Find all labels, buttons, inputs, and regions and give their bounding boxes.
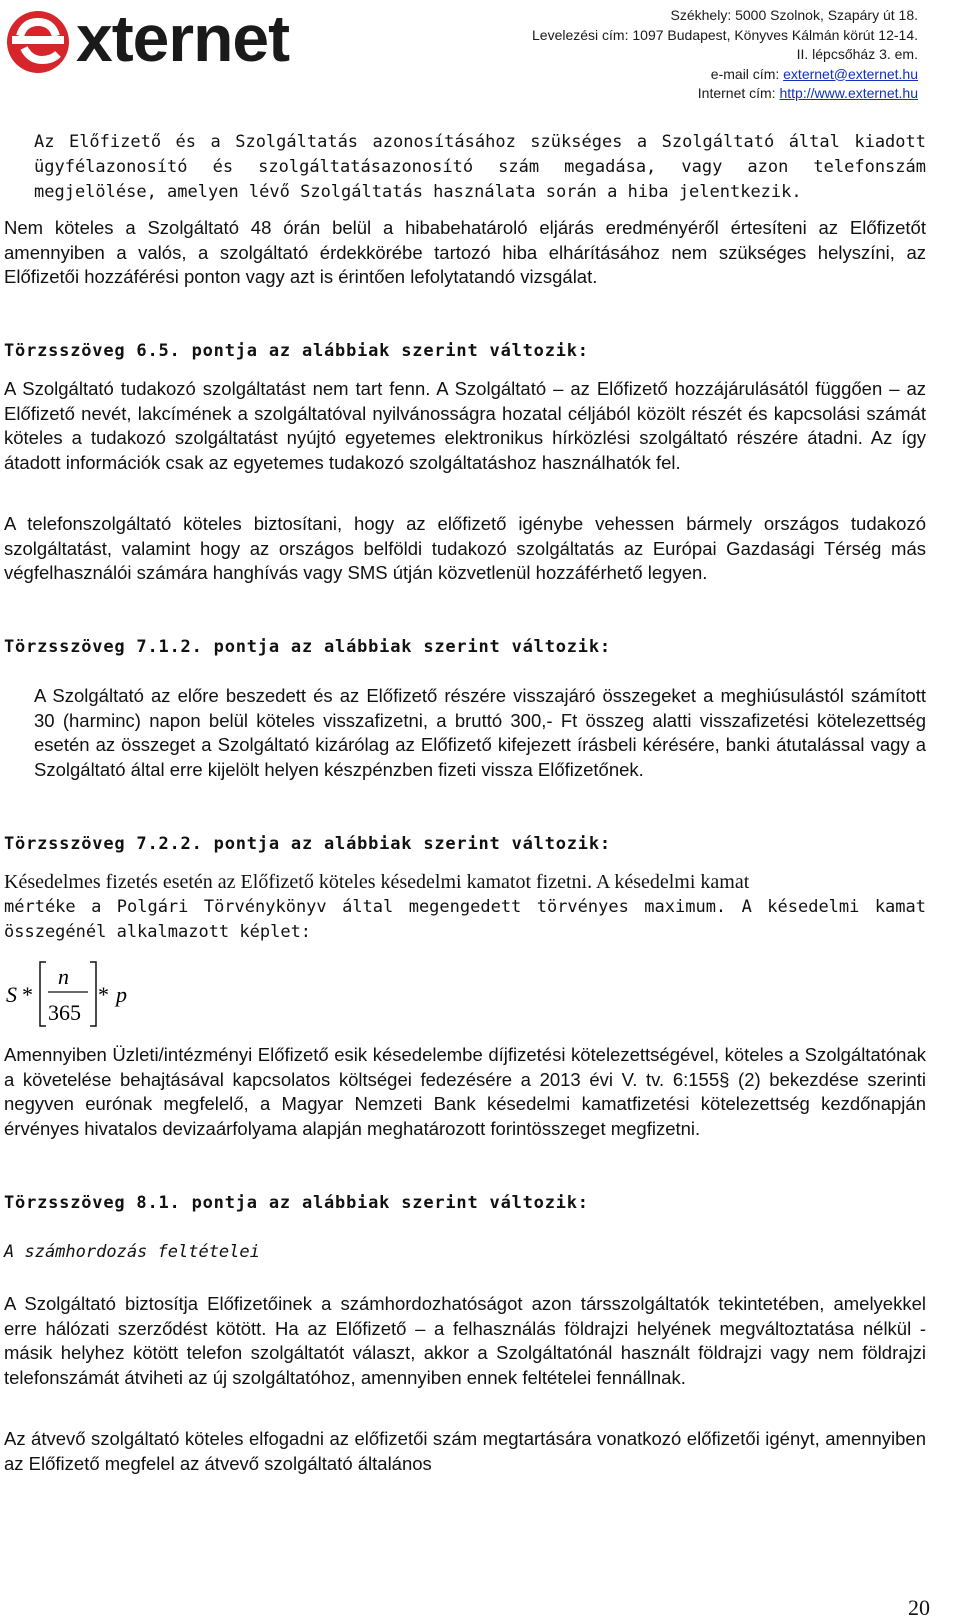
page-number: 20 — [908, 1595, 930, 1620]
formula-left-bracket — [40, 962, 46, 1026]
email-link[interactable]: externet@externet.hu — [783, 65, 918, 82]
formula-numerator: n — [58, 964, 69, 989]
mail-line: Levelezési cím: 1097 Budapest, Könyves Kálmán körút 12-14. — [532, 26, 918, 43]
web-row — [532, 84, 918, 104]
heading-7-2-2: Törzsszöveg 7.2.2. pontja az alábbiak szerint változik: — [4, 834, 611, 854]
contact-info — [532, 6, 918, 104]
externet-logo — [4, 1, 384, 76]
paragraph-5 — [4, 684, 926, 782]
heading-7-1-2: Törzsszöveg 7.1.2. pontja az alábbiak szerint változik: — [4, 637, 611, 657]
paragraph-3 — [4, 377, 926, 475]
email-row — [532, 65, 918, 85]
interest-formula — [6, 958, 146, 1030]
paragraph-3-text: A Szolgáltató tudakozó szolgáltatást nem tart fenn. A Szolgáltató – az Előfizető hozzájárulásától függően – az Előfizető nevét, lakcímének a szolgáltatóval nyilvánosságra hozatal céljából közölt részét és kapcsolási számát köteles a tudakozó szolgáltatást nyújtó egyetemes elektronikus hírközlési szolgáltató részére átadni. Az így átadott információk csak az egyetemes tudakozó szolgáltatáshoz használhatók fel. — [4, 378, 926, 473]
paragraph-9 — [4, 1427, 926, 1476]
formula-star-1: * — [22, 982, 33, 1007]
paragraph-2 — [4, 216, 926, 290]
paragraph-6 — [4, 869, 926, 945]
subheading-text: A számhordozás feltételei — [4, 1242, 260, 1262]
paragraph-5-text: A Szolgáltató az előre beszedett és az Előfizető részére visszajáró összegeket a meghiúsulástól számított 30 (harminc) napon belül köteles visszafizetni, a bruttó 300,- Ft összeg alatti visszafizetési kötelezettség esetén az összeget a Szolgáltató kizárólag az Előfizető kifejezett írásbeli kérésére, banki átutalással vagy a Szolgáltató által erre kijelölt helyen készpénzben fizeti vissza Előfizetőnek. — [34, 685, 926, 780]
email-label: e-mail cím: — [710, 65, 784, 82]
mail-line-2: II. lépcsőház 3. em. — [796, 46, 918, 62]
paragraph-9-text: Az átvevő szolgáltató köteles elfogadni az előfizetői szám megtartására vonatkozó előfizetői igényt, amennyiben az Előfizető megfelel az átvevő szolgáltató általános — [4, 1428, 926, 1474]
paragraph-2-text: Nem köteles a Szolgáltató 48 órán belül a hibabehatároló eljárás eredményéről értesíteni az Előfizetőt amennyiben a valós, a szolgáltató érdekkörébe tartozó hiba elhárításához nem szükséges helyszíni, az Előfizetői hozzáférési ponton vagy azt is érintően lefolytatandó vizsgálat. — [4, 217, 926, 287]
heading-6-5: Törzsszöveg 6.5. pontja az alábbiak szerint változik: — [4, 341, 589, 361]
paragraph-4 — [4, 512, 926, 586]
formula-right-bracket — [90, 962, 96, 1026]
heading-8-1: Törzsszöveg 8.1. pontja az alábbiak szerint változik: — [4, 1193, 589, 1213]
paragraph-8-text: A Szolgáltató biztosítja Előfizetőinek a számhordozhatóságot azon társszolgáltatók tekintetében, amelyekkel erre hálózati szerződést kötött. Ha az Előfizető – a felhasználás földrajzi helyének megváltoztatása nélkül - másik helyhez kötött telefon szolgáltatót választ, akkor a Szolgáltatónál használt földrajzi vagy nem földrajzi telefonszámát átviheti az új szolgáltatóhoz, amennyiben ennek feltételei fennállnak. — [4, 1293, 926, 1388]
web-link[interactable]: http://www.externet.hu — [779, 85, 918, 101]
paragraph-6-serif: Késedelmes fizetés esetén az Előfizető köteles késedelmi kamatot fizetni. A késedelmi kamat — [4, 871, 750, 893]
logo-e-icon — [4, 8, 72, 74]
formula-s: S — [6, 982, 17, 1007]
formula-denominator: 365 — [48, 1000, 81, 1025]
formula-star-2: * — [98, 982, 109, 1007]
paragraph-7 — [4, 1043, 926, 1141]
address-line: Székhely: 5000 Szolnok, Szapáry út 18. — [670, 7, 918, 23]
subheading-numbering — [4, 1240, 926, 1265]
paragraph-4-text: A telefonszolgáltató köteles biztosítani, hogy az előfizető igénybe vehessen bármely országos tudakozó szolgáltatást, valamint hogy az országos belföldi tudakozó szolgáltatás az Európai Gazdasági Térség más végfelhasználói számára hanghívás vagy SMS útján közvetlenül hozzáférhető legyen. — [4, 513, 926, 583]
formula-p: p — [116, 982, 127, 1007]
paragraph-8 — [4, 1292, 926, 1390]
paragraph-7-text: Amennyiben Üzleti/intézményi Előfizető esik késedelembe díjfizetési kötelezettségével, köteles a Szolgáltatónak a követelése behajtásával kapcsolatos költségei fedezésére a 2013 évi V. tv. 6:155§ (2) bekezdése szerinti negyven eurónak megfelelő, a Magyar Nemzeti Bank késedelmi kamatfizetési kötelezettség kezdőnapján érvényes hivatalos devizaárfolyama alapján meghatározott forintösszeget megfizetni. — [4, 1044, 926, 1139]
logo-wordmark: xternet — [76, 1, 290, 75]
web-label: Internet cím: — [697, 85, 780, 101]
paragraph-6-text: mértéke a Polgári Törvénykönyv által megengedett törvényes maximum. A késedelmi kamat összegénél alkalmazott képlet: — [4, 897, 926, 942]
paragraph-1 — [4, 130, 926, 205]
paragraph-1-text: Az Előfizető és a Szolgáltatás azonosításához szükséges a Szolgáltató által kiadott ügyfélazonosító és szolgáltatásazonosító szám megadása, vagy azon telefonszám megjelölése, amelyen lévő Szolgáltatás használata során a hiba jelentkezik. — [34, 132, 926, 202]
